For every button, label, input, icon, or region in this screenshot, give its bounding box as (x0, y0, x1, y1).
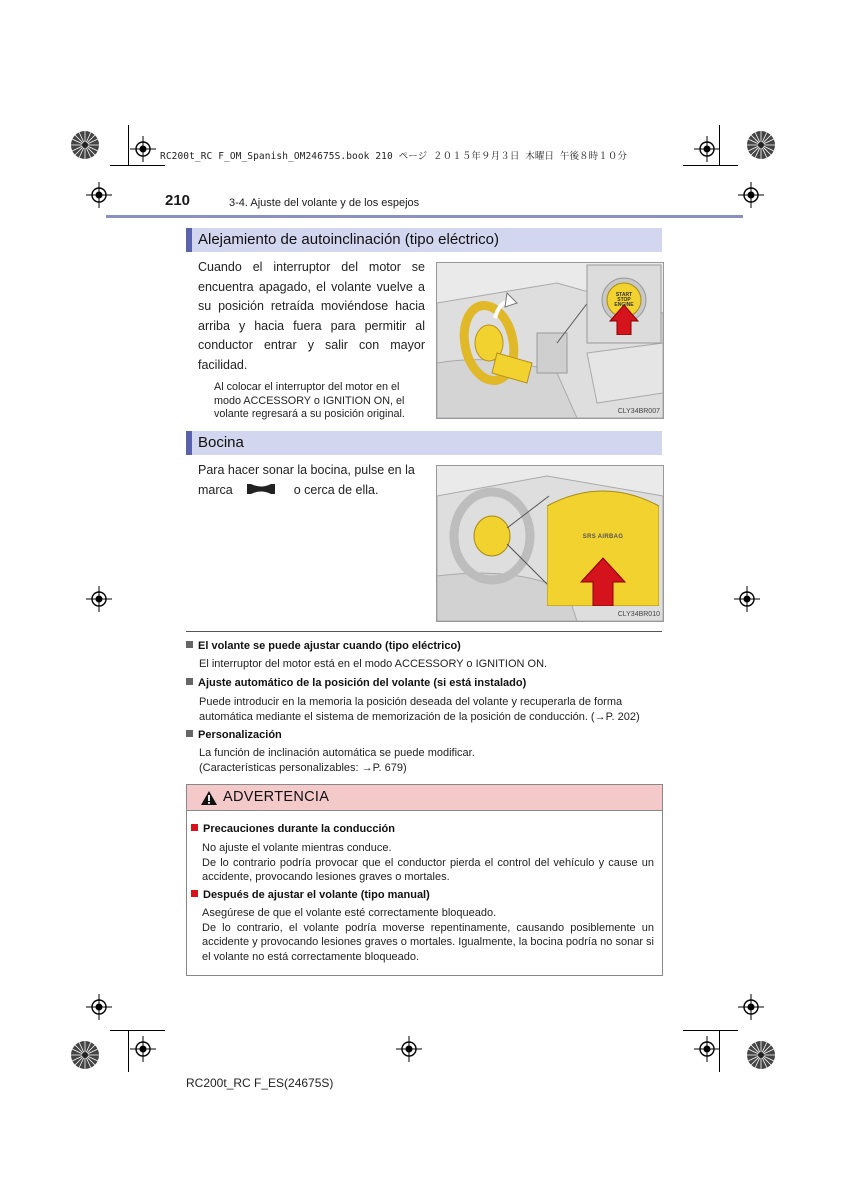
warning-item-text: No ajuste el volante mientras conduce. De lo contrario podría provocar que el conductor pierda el control del vehículo y cause un accidente, provocando lesiones graves o mortales. (202, 842, 654, 884)
figure-code: CLY34BR010 (617, 611, 660, 618)
section-title: 3-4. Ajuste del volante y de los espejos (229, 197, 420, 209)
starburst-mark (70, 130, 100, 160)
section-heading: Bocina (186, 431, 662, 455)
warning-title: ADVERTENCIA (223, 789, 330, 805)
book-header: RC200t_RC F_OM_Spanish_OM24675S.book 210 ページ ２０１５年９月３日 木曜日 午後８時１０分 (160, 151, 628, 162)
section2-body-line1: Para hacer sonar la bocina, pulse en la (198, 463, 415, 477)
registration-mark (86, 994, 112, 1020)
starburst-mark (746, 1040, 776, 1070)
section-heading: Alejamiento de autoinclinación (tipo eléctrico) (186, 228, 662, 252)
horn-icon (246, 482, 276, 496)
note-text: La función de inclinación automática se puede modificar. (Características personalizables: →P. 679) (199, 747, 475, 774)
start-stop-label: START STOP ENGINE (614, 292, 634, 308)
section1-note: Al colocar el interruptor del motor en el modo ACCESSORY o IGNITION ON, el volante regresará a su posición original. (214, 381, 405, 420)
registration-mark (694, 136, 720, 162)
registration-mark (396, 1036, 422, 1062)
warning-item-heading: Después de ajustar el volante (tipo manual) (191, 889, 430, 901)
registration-mark (734, 586, 760, 612)
registration-mark (738, 182, 764, 208)
page-number: 210 (165, 192, 191, 209)
starburst-mark (70, 1040, 100, 1070)
registration-mark (738, 994, 764, 1020)
section2-body-line2: marca o cerca de ella. (198, 483, 379, 497)
section1-body: Cuando el interruptor del motor se encuentra apagado, el volante vuelve a su posición retraída moviéndose hacia arriba y hacia fuera para permitir al conductor entrar y salir con mayor facilidad. (198, 260, 425, 372)
starburst-mark (746, 130, 776, 160)
warning-triangle-icon (200, 790, 218, 806)
note-text: Puede introducir en la memoria la posición deseada del volante y recuperarla de forma automática mediante el sistema de memorización de la posición de conducción. (→P. 202) (199, 696, 640, 723)
note-text: El interruptor del motor está en el modo ACCESSORY o IGNITION ON. (199, 658, 548, 670)
note-heading: Ajuste automático de la posición del volante (si está instalado) (186, 677, 526, 689)
warning-item-text: Asegúrese de que el volante esté correctamente bloqueado. De lo contrario, el volante podría moverse repentinamente, causando posiblemente un accidente y provocando lesiones graves o mortales. Igualmente, la bocina podría no sonar si el volante no está correctamente bloqueado. (202, 907, 654, 963)
footer-code: RC200t_RC F_ES(24675S) (186, 1076, 334, 1090)
registration-mark (86, 182, 112, 208)
figure-steering-wheel-retract (436, 262, 664, 419)
registration-mark (86, 586, 112, 612)
airbag-label: SRS AIRBAG (582, 534, 624, 540)
airbag-pad-icon (547, 486, 659, 606)
figure-steering-wheel-horn (436, 465, 664, 622)
divider (186, 631, 662, 632)
header-rule (106, 215, 743, 218)
registration-mark (694, 1036, 720, 1062)
note-heading: Personalización (186, 729, 282, 741)
note-heading: El volante se puede ajustar cuando (tipo eléctrico) (186, 640, 461, 652)
warning-box (186, 784, 663, 976)
warning-item-heading: Precauciones durante la conducción (191, 823, 395, 835)
figure-code: CLY34BR007 (617, 408, 660, 415)
registration-mark (130, 136, 156, 162)
warning-header (187, 785, 662, 811)
registration-mark (130, 1036, 156, 1062)
